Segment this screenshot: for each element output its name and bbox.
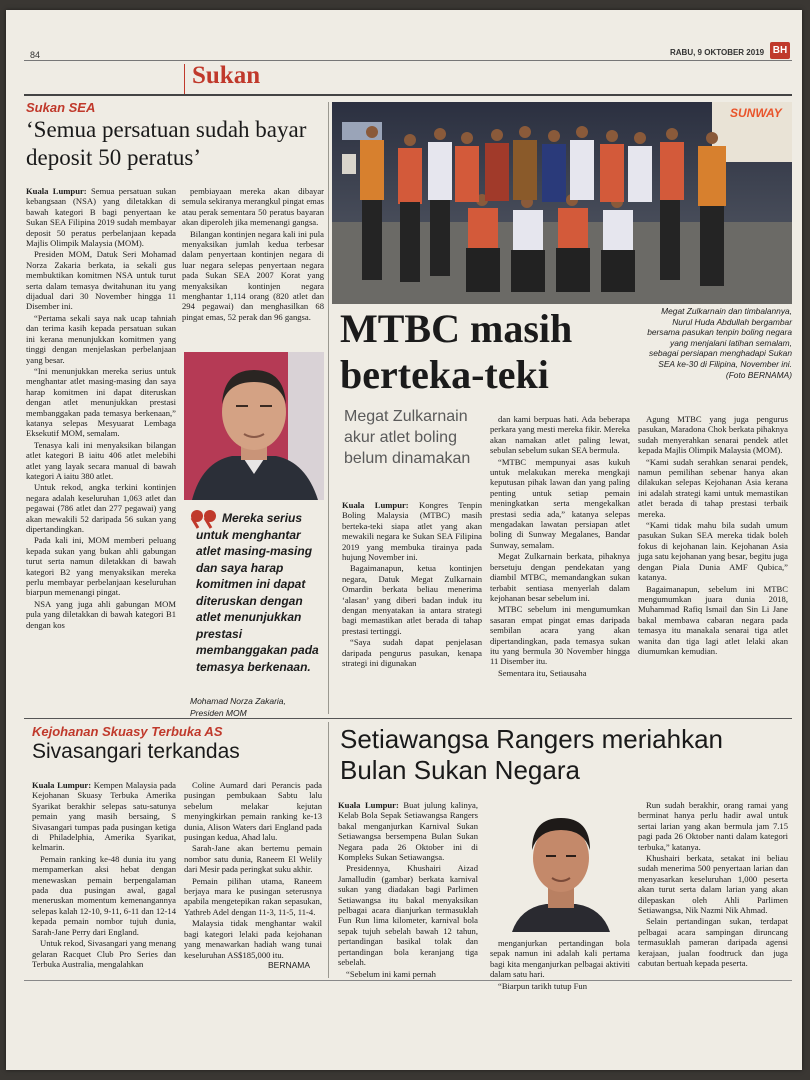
norza-portrait	[184, 352, 324, 500]
paragraph: Presidennya, Khushairi Aizad Jamalludin (gambar) berkata karnival sukan yang diadakan bagi Parlimen Setiawangsa itu bakal menyaksikan pelbagai acara dianjurkan termasuklah Fun Run lima kilometer, karnival bola sepak tujuh sebelah bawah 12 tahun, pertandingan basikal tolak dan pertandingan bola keranjang tiga sebelah.	[338, 863, 478, 968]
paragraph: menganjurkan pertandingan bola sepak namun ini adalah kali pertama bagi kita menganjurkan pelbagai aktiviti dalam satu hari.	[490, 938, 630, 980]
story2-col2	[490, 414, 630, 714]
photo-banner: SUNWAY	[730, 106, 782, 120]
paragraph: dan kami berpuas hati. Ada beberapa perkara yang mesti mereka fikir. Mereka akan namakan atlet paling lewat, sebulan sebelum sukan SEA bermula.	[490, 414, 630, 456]
paragraph: Presiden MOM, Datuk Seri Mohamad Norza Zakaria berkata, ia sekali gus membuktikan komitmen NSA untuk turut serta dalam temasya dwitahunan itu yang dijadual dari 30 November hingga 11 Disember ini.	[26, 249, 176, 312]
quote-attribution-title: Presiden MOM	[190, 708, 247, 718]
paragraph: “MTBC mempunyai asas kukuh untuk melakukan mereka mengkaji keputusan pihak lawan dan yang paling penting untuk setiap pemain meningkatkan serta mengekalkan prestasi sedia ada,” katanya selepas mengadakan lawatan persiapan atlet boling di Sunway Megalanes, Bandar Sunway, semalam.	[490, 456, 630, 550]
paragraph: Pemain ranking ke-48 dunia itu yang mempamerkan aksi hebat dengan menewaskan pemain berpengalaman pada dua pusingan awal, gagal meneruskan momentum kemenangannya selepas kalah 12-10, 9-11, 6-11 dan 12-14 kepada pemain nombor tujuh dunia, Sarah-Jane Perry dari England.	[32, 853, 176, 937]
story2-col1	[342, 500, 482, 714]
quote-attribution-name: Mohamad Norza Zakaria,	[190, 696, 286, 706]
bottom-rule	[24, 980, 792, 981]
story2-standfirst: Megat Zulkarnain akur atlet boling belum dinamakan	[344, 408, 471, 467]
story3-headline: Sivasangari terkandas	[32, 740, 240, 763]
story3-credit: BERNAMA	[268, 960, 311, 970]
story2-col3	[638, 414, 788, 714]
paragraph: Megat Zulkarnain berkata, pihaknya bersetuju dengan pendekatan yang diambil MTBC, memandangkan sukan terbabit sentiasa menyerlah dalam kejohanan besar sebelum ini.	[490, 551, 630, 603]
section-divider	[184, 64, 185, 94]
story4-col3	[638, 800, 788, 976]
paragraph: “Pertama sekali saya nak ucap tahniah dan terima kasih kepada persatuan sukan ini kerana menunjukkan komitmen yang tinggi dengan menjelaskan perbelanjaan yang besar.	[26, 312, 176, 365]
story1-kicker: Sukan SEA	[26, 100, 96, 115]
bh-logo: BH	[770, 42, 790, 59]
paragraph: NSA yang juga ahli gabungan MOM pula yang diletakkan di bawah kategori B1 dengan kos	[26, 598, 176, 630]
paragraph: Pada kali ini, MOM memberi peluang kepada sukan yang bukan ahli gabungan turut serta namun diletakkan di bawah kategori B2 yang menyaksikan mereka perlu membayar perbelanjaan keseluruhan biarpun memenangi pingat.	[26, 535, 176, 598]
paragraph: Kuala Lumpur: Buat julung kalinya, Kelab Bola Sepak Setiawangsa Rangers bakal menganjurkan Karnival Sukan Setiawangsa bersempena Bulan Sukan Negara pada 26 Oktober ini di Kompleks Sukan Setiawangsa.	[338, 800, 478, 863]
paragraph: Agung MTBC yang juga pengurus pasukan, Maradona Chok berkata pihaknya sudah menyerahkan senarai pendek atlet kepada Majlis Olimpik Malaysia (MOM).	[638, 414, 788, 456]
story4-col2	[490, 938, 630, 991]
newspaper-page	[6, 10, 802, 1070]
paragraph: Bagaimanapun, sebelum ini MTBC mengumumkan juara dunia 2018, Muhammad Rafiq Ismail dan Sin Li Jane bakal membawa cabaran negara pada temasya itu manakala senarai tiga atlet wanita dan tiga lagi atlet lelaki akan diumumkan kemudian.	[638, 583, 788, 656]
paragraph: Khushairi berkata, setakat ini beliau sudah menerima 500 penyertaan larian dan menyasarkan keseluruhan 1,000 peserta akan turut serta dalam larian yang akan dilepaskan oleh Ahli Parlimen Setiawangsa, Nik Nazmi Nik Ahmad.	[638, 853, 788, 916]
paragraph: Untuk rekod, angka terkini kontinjen negara adalah keseluruhan 1,063 atlet dan pegawai (786 atlet dan 277 pegawai) yang akan mewakili 52 daripada 56 sukan yang dipertandingkan.	[26, 482, 176, 534]
issue-date: RABU, 9 OKTOBER 2019	[670, 48, 765, 57]
header-rule-dark	[24, 94, 792, 96]
story4-col1	[338, 800, 478, 979]
story1-col2	[182, 186, 324, 344]
vertical-divider	[328, 102, 329, 714]
paragraph: pembiayaan mereka akan dibayar semula sekiranya merangkul pingat emas atau perak sementara 50 peratus bayaran akan diperoleh jika memenangi gangsa.	[182, 186, 324, 228]
paragraph: Bilangan kontinjen negara kali ini pula menyaksikan jumlah kedua terbesar dalam penyertaan kontinjen negara di luar negara selepas penyertaan negara pada Sukan SEA 2007 Korat yang menyaksikan kontinjen negara menghantar 1,114 orang (820 atlet dan 294 pegawai) dan menghasilkan 68 pingat emas, 52 perak dan 96 gangsa.	[182, 228, 324, 322]
header-rule	[24, 60, 792, 61]
paragraph: Kuala Lumpur: Kongres Tenpin Boling Malaysia (MTBC) masih berteka-teki siapa atlet yang akan mewakili negara ke Sukan SEA Filipina 2019 yang membuka tirainya pada hujung November ini.	[342, 500, 482, 563]
story3-col2	[184, 780, 322, 960]
paragraph: “Kami sudah serahkan senarai pendek, namun pemilihan sebenar hanya akan dilakukan selepas Kejohanan Asia kerana ini adalah strategi kami untuk memastikan atlet berada di tahap prestasi terbaik mereka.	[638, 456, 788, 519]
story3-kicker: Kejohanan Skuasy Terbuka AS	[32, 724, 223, 739]
mid-divider	[24, 718, 792, 719]
story1-col1	[26, 186, 176, 776]
paragraph: Untuk rekod, Sivasangari yang menang gelaran Racquet Club Pro Series dan Terbuka Australia, mengalahkan	[32, 938, 176, 969]
paragraph: “Sebelum ini kami pernah	[346, 968, 436, 979]
story2-headline: MTBC masih berteka-teki	[340, 306, 573, 397]
paragraph: Selain pertandingan sukan, terdapat pelbagai acara sampingan diruncang termasuklah pameran daripada agensi kerajaan, jualan foodtruck dan juga cabutan bertuah kepada peserta.	[638, 916, 788, 969]
paragraph: MTBC sebelum ini mengumumkan sasaran empat pingat emas daripada sembilan acara yang akan dipertandingkan, pada temasya sukan itu yang bermula 30 November hingga 11 Disember itu.	[490, 604, 630, 667]
story4-headline: Setiawangsa Rangers meriahkan Bulan Sukan Negara	[340, 724, 723, 785]
paragraph: Kuala Lumpur: Semua persatuan sukan kebangsaan (NSA) yang diletakkan di bawah kategori B bagi penyertaan ke Sukan SEA Filipina 2019 sudah membayar deposit 50 peratus perbelanjaan kepada Majlis Olimpik Malaysia (MOM).	[26, 186, 176, 249]
paragraph: Run sudah berakhir, orang ramai yang berminat hanya perlu hadir awal untuk sertai larian yang akan bermula jam 7.15 pagi pada 26 Oktober nanti dalam kategori terbuka,” katanya.	[638, 800, 788, 852]
paragraph: Pemain pilihan utama, Raneem berjaya mara ke pusingan seterusnya apabila mengetepikan rakan sepasukan, Yathreb Adel dengan 11-3, 11-5, 11-4.	[184, 875, 322, 917]
page-number: 84	[30, 50, 41, 60]
paragraph: Kuala Lumpur: Kempen Malaysia pada Kejohanan Skuasy Terbuka Amerika Syarikat berakhir selepas satu-satunya pemain yang masih bersaing, S Sivasangari tumpas pada pusingan ketiga di Philadelphia, Amerika Syarikat, kelmarin.	[32, 780, 176, 853]
paragraph: “Ini menunjukkan mereka serius untuk menghantar atlet masing-masing dan saya harap komitmen ini dapat diteruskan dengan atlet menunjukkan prestasi membanggakan pada temasya berkenaan,” katanya selepas Mesyuarat Lembaga Eksekutif MOM, semalam.	[26, 365, 176, 439]
paragraph: Tenasya kali ini menyaksikan bilangan atlet kategori B iaitu 406 atlet melebihi atlet yang layak secara manual di bawah kategori A iaitu 380 atlet.	[26, 439, 176, 481]
khushairi-portrait	[490, 800, 630, 932]
paragraph: Malaysia tidak menghantar wakil bagi kategori lelaki pada kejohanan yang menawarkan hadiah wang tunai keseluruhan AS$185,000 itu.	[184, 918, 322, 960]
paragraph: Coline Aumard dari Perancis pada pusingan pembukaan Sabtu lalu sebelum melakar kejutan menyingkirkan pemain ranking ke-13 dunia, Alison Waters dari England pada pusingan kedua, Ahad lalu.	[184, 780, 322, 843]
photo-caption: Megat Zulkarnain dan timbalannya, Nurul Huda Abdullah bergambar bersama pasukan tenpin boling negara yang menjalani latihan semalam, sebagai persiapan menghadapi Sukan SEA ke-30 di Filipina, November ini. (Foto BERNAMA)	[647, 306, 792, 380]
paragraph: “Biarpun tarikh tutup Fun	[498, 980, 588, 991]
lower-vertical-divider	[328, 722, 329, 978]
paragraph: Sementara itu, Setiausaha	[498, 667, 587, 678]
story1-headline: ‘Semua persatuan sudah bayar deposit 50 peratus’	[26, 117, 307, 170]
pull-quote: Mereka serius untuk menghantar atlet masing-masing dan saya harap komitmen ini dapat diteruskan dengan atlet menunjukkan prestasi membanggakan pada temasya berkenaan.	[196, 511, 319, 674]
story3-col1	[32, 780, 176, 974]
paragraph: “Kami tidak mahu bila sudah umum pasukan Sukan SEA mereka tidak boleh fokus di kejohanan lain. Kejohanan Asia juga satu kejohanan yang besar, begitu juga dengan Piala Dunia AMF Qubica,” katanya.	[638, 520, 788, 583]
paragraph: Sarah-Jane akan bertemu pemain nombor satu dunia, Raneem El Welily dari Mesir pada peringkat suku akhir.	[184, 843, 322, 875]
section-title: Sukan	[192, 62, 261, 89]
paragraph: Bagaimanapun, ketua kontinjen negara, Datuk Megat Zulkarnain Omardin berkata beliau menerima ‘alasan’ yang diberi badan induk itu dengan menyatakan ia antara strategi bagi memastikan atlet berada di tahap prestasi tertinggi.	[342, 563, 482, 636]
paragraph: “Saya sudah dapat penjelasan daripada pengurus pasukan, kenapa strategi ini digunakan	[342, 637, 482, 669]
bowling-team-photo	[332, 102, 792, 304]
